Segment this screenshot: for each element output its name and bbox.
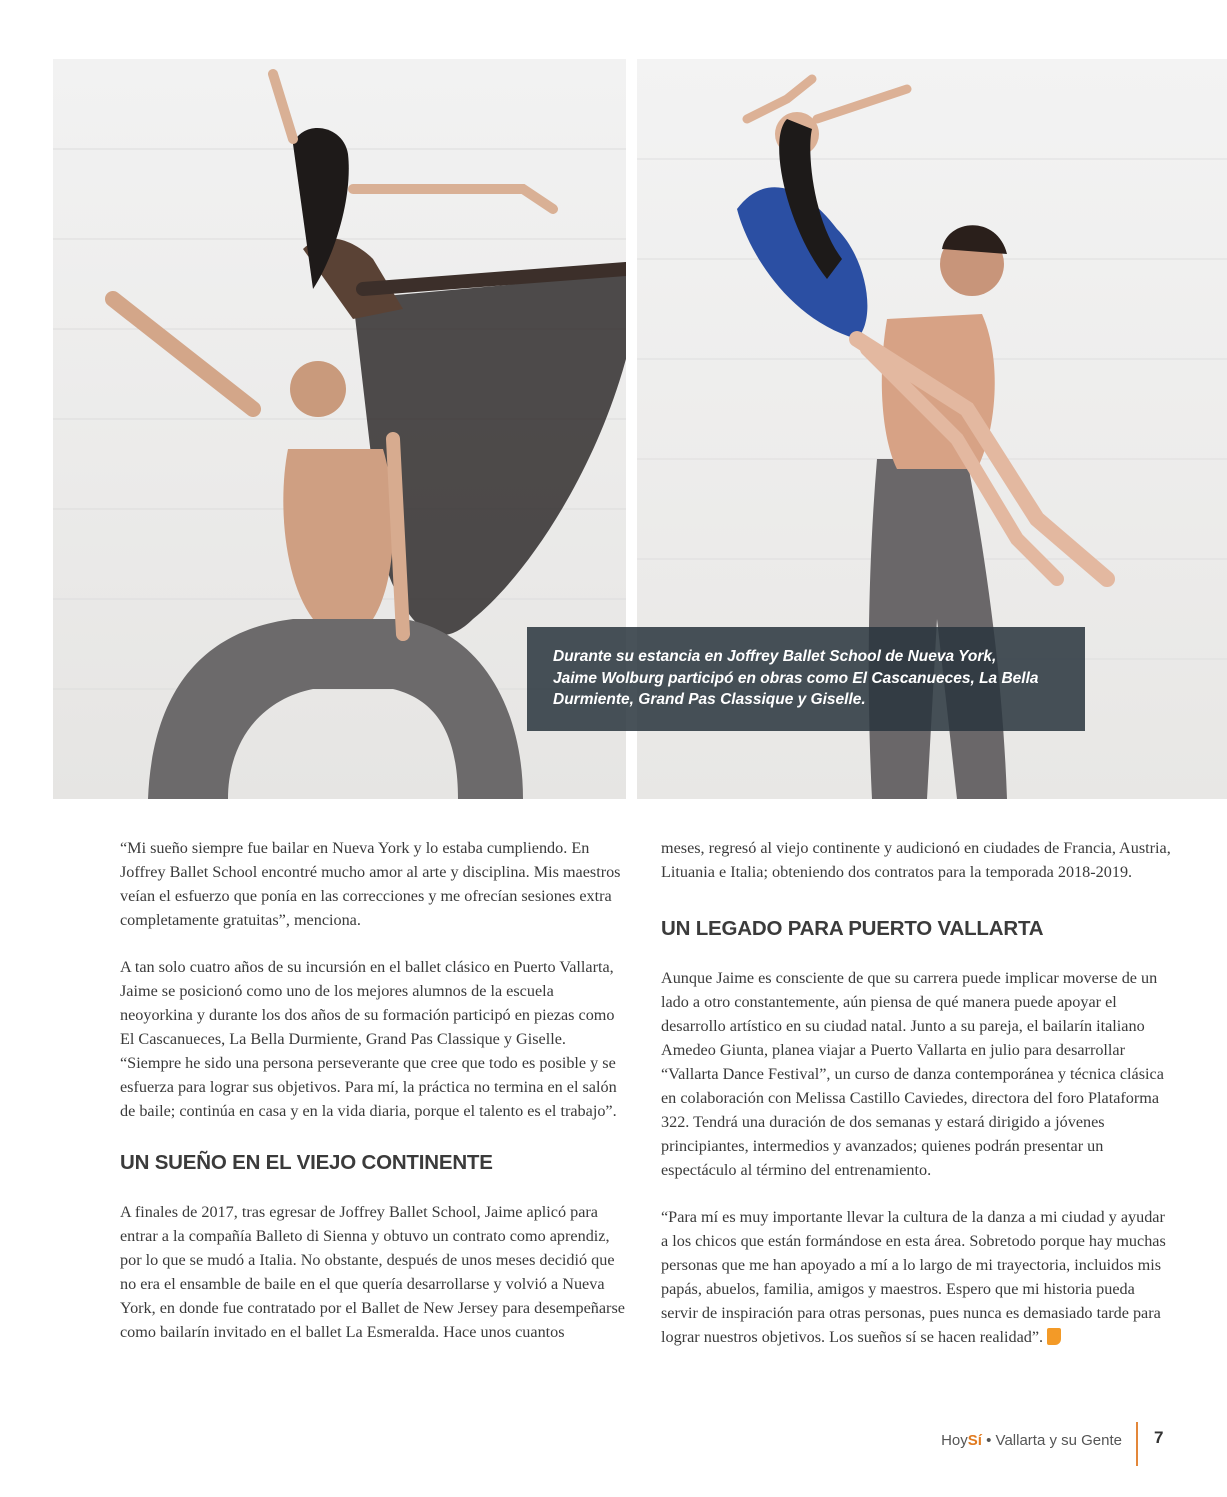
footer-section-title [941,1432,1122,1449]
article-column-right [661,836,1171,1349]
caption-line-1: Durante su estancia en Joffrey Ballet School de Nueva York, [553,648,997,665]
section-heading-legacy: UN LEGADO PARA PUERTO VALLARTA [661,917,1044,940]
closing-quote-text: “Para mí es muy importante llevar la cultura de la danza a mi ciudad y ayudar a los chicos que están formándose en esta área. Sobretodo porque hay muchas personas que me han apoyado a mí a lo largo de mi trayectoria, incluidos mis papás, abuelos, familia, amigos y maestros. Espero que mi historia pueda servir de inspiración para otras personas, pues nunca es demasiado tarde para lograr nuestros objetivos. Los sueños sí se hacen realidad”. [661,1208,1166,1346]
footer-section-name: Vallarta y su Gente [995,1432,1122,1449]
section-heading-old-continent: UN SUEÑO EN EL VIEJO CONTINENTE [120,1151,493,1174]
paragraph-dance-festival: Aunque Jaime es consciente de que su carrera puede implicar moverse de un lado a otro constantemente, aún piensa de qué manera puede apoyar el desarrollo artístico en su ciudad natal. Junto a su pareja, el bailarín italiano Amedeo Giunta, planea viajar a Puerto Vallarta en julio para desarrollar “Vallarta Dance Festival”, un curso de danza contemporánea y técnica clásica en colaboración con Melissa Castillo Caviedes, directora del foro Plataforma 322. Tendrá una duración de dos semanas y estará dirigido a jóvenes principiantes, intermedios y avanzados; quienes podrán presentar un espectáculo al término del entrenamiento. [661,969,1164,1179]
caption-line-2: Jaime Wolburg participó en obras como El Cascanueces, La Bella [553,669,1039,687]
page-number: 7 [1154,1428,1164,1447]
paragraph-classical-ballet: A tan solo cuatro años de su incursión en el ballet clásico en Puerto Vallarta, Jaime se posicionó como uno de los mejores alumnos de la escuela neoyorkina y durante los dos años de su formación participó en piezas como El Cascanueces, La Bella Durmiente, Grand Pas Classique y Giselle. “Siempre he sido una persona perseverante que cree que todo es posible y se esfuerza para lograr sus objetivos. Para mí, la práctica no termina en el salón de baile; continúa en casa y en la vida diaria, porque el talento es el trabajo”. [120,958,617,1120]
end-of-article-icon [1047,1328,1061,1345]
brand-hoy: Hoy [941,1432,968,1449]
paragraph-italy: A finales de 2017, tras egresar de Joffrey Ballet School, Jaime aplicó para entrar a la compañía Balleto di Sienna y obtuvo un contrato como aprendiz, por lo que se mudó a Italia. No obstante, después de unos meses decidió que no era el ensamble de baile en el que quería desarrollarse y volvió a Nueva York, en donde fue contratado por el Ballet de New Jersey para desempeñarse como bailarín invitado en el ballet La Esmeralda. Hace unos cuantos [120,1203,625,1341]
article-column-left [120,836,630,1344]
brand-si: Sí [967,1432,982,1449]
caption-line-3: Durmiente, Grand Pas Classique y Giselle. [553,691,866,708]
footer-bullet: • [986,1432,992,1449]
paragraph-closing-quote [661,1205,1171,1349]
photo-caption [527,627,1085,731]
footer-divider [1136,1422,1138,1466]
paragraph-quote-new-york: “Mi sueño siempre fue bailar en Nueva York y lo estaba cumpliendo. En Joffrey Ballet School encontré mucho amor al arte y disciplina. Mis maestros veían el esfuerzo que ponía en las correcciones y me ofrecían sesiones extra completamente gratuitas”, menciona. [120,839,621,929]
paragraph-contracts: meses, regresó al viejo continente y audicionó en ciudades de Francia, Austria, Lituania e Italia; obteniendo dos contratos para la temporada 2018-2019. [661,839,1171,881]
